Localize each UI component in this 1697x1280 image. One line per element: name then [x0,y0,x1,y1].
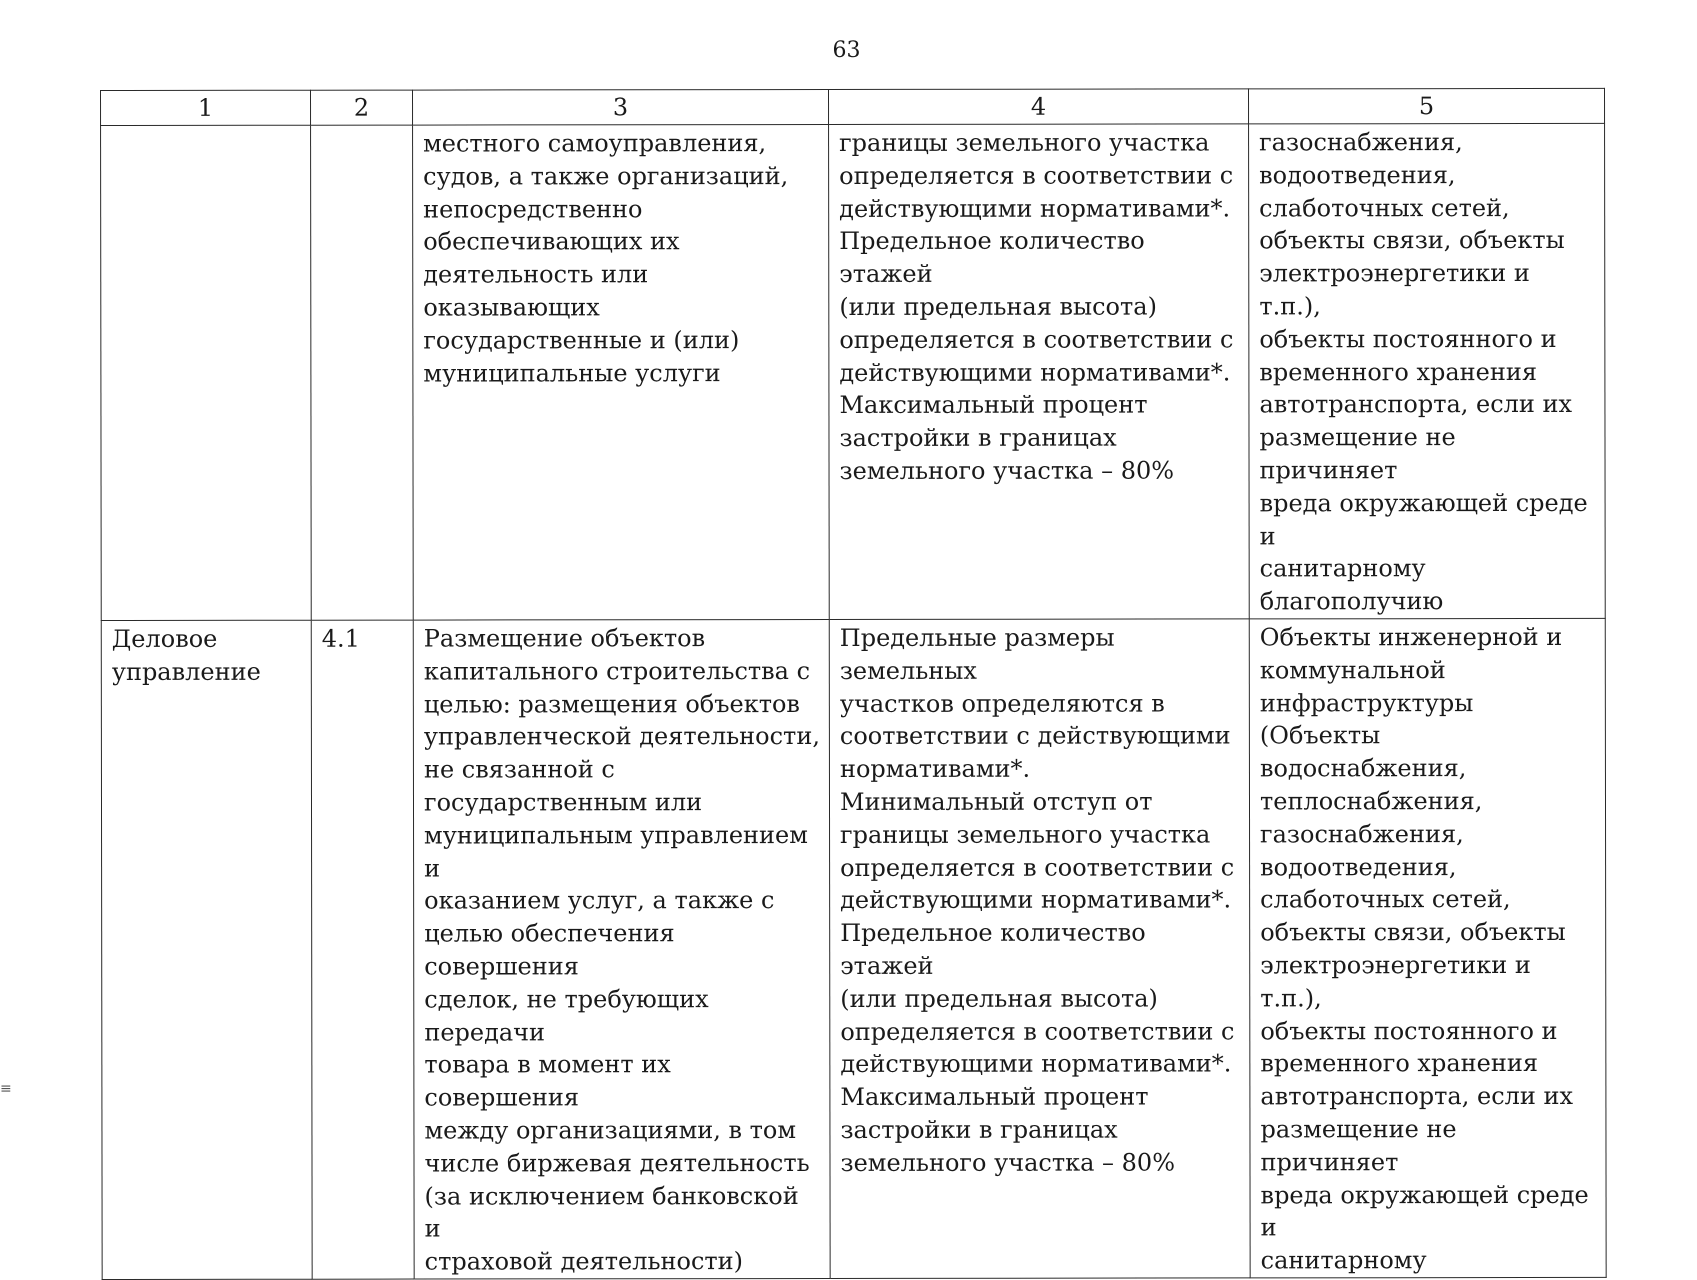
table-row [101,618,1606,1279]
scan-artifact: ≡ [0,1082,6,1096]
use-description-cell [413,619,830,1279]
header-cell-5: 5 [1248,88,1604,123]
use-type-code-cell [311,125,414,620]
use-type-name-cell [101,620,312,1279]
use-type-name: Деловое управление [112,623,303,689]
regulations-table [100,88,1607,1280]
header-cell-1: 1 [101,90,311,125]
use-description-cell [413,124,830,620]
auxiliary-uses-text: газоснабжения, водоотведения, слаботочных сетей, объекты связи, объекты электроэнергетики и т.п.), объекты постоянного и временного хранения автотранспорта, если их размещение не причиняет вреда окружающей среде и санитарному благополучию [1259,126,1597,618]
use-type-name-cell [101,125,312,620]
parameters-text: Предельные размеры земельных участков определяются в соответствии с действующими нормативами*. Минимальный отступ от границы земельного участка определяется в соответствии с действующими нормативами*. Предельное количество этажей (или предельная высота) определяется в соответствии с действующими нормативами*. Максимальный процент застройки в границах земельного участка – 80% [840,621,1242,1179]
header-cell-4: 4 [829,89,1249,125]
use-type-code-cell [311,620,414,1279]
page-number: 63 [0,38,1695,64]
parameters-cell [829,619,1250,1279]
use-description: местного самоуправления, судов, а также организаций, непосредственно обеспечивающих их деятельность или оказывающих государственные и (или) муниципальные услуги [423,127,820,390]
parameters-cell [829,124,1250,620]
header-cell-2: 2 [311,90,413,125]
table-header-row [101,88,1605,125]
use-type-code: 4.1 [322,623,405,656]
auxiliary-uses-cell [1249,618,1606,1277]
parameters-text: границы земельного участка определяется в соответствии с действующими нормативами*. Предельное количество этажей (или предельная высота) определяется в соответствии с действующими нормативами*. Максимальный процент застройки в границах земельного участка – 80% [839,126,1241,487]
use-description: Размещение объектов капитального строительства с целью: размещения объектов управленческой деятельности, не связанной с государственным или муниципальным управлением и оказанием услуг, а также с целью обеспечения совершения сделок, не требующих передачи товара в момент их совершения между организациями, в том числе биржевая деятельность (за исключением банковской и страховой деятельности) [424,622,822,1278]
auxiliary-uses-text: Объекты инженерной и коммунальной инфраструктуры (Объекты водоснабжения, теплоснабжения, газоснабжения, водоотведения, слаботочных сетей, объекты связи, объекты электроэнергетики и т.п.), объекты постоянного и временного хранения автотранспорта, если их размещение не причиняет вреда окружающей среде и санитарному [1260,621,1598,1277]
table-row [101,123,1606,620]
header-cell-3: 3 [413,89,829,125]
auxiliary-uses-cell [1249,123,1606,618]
